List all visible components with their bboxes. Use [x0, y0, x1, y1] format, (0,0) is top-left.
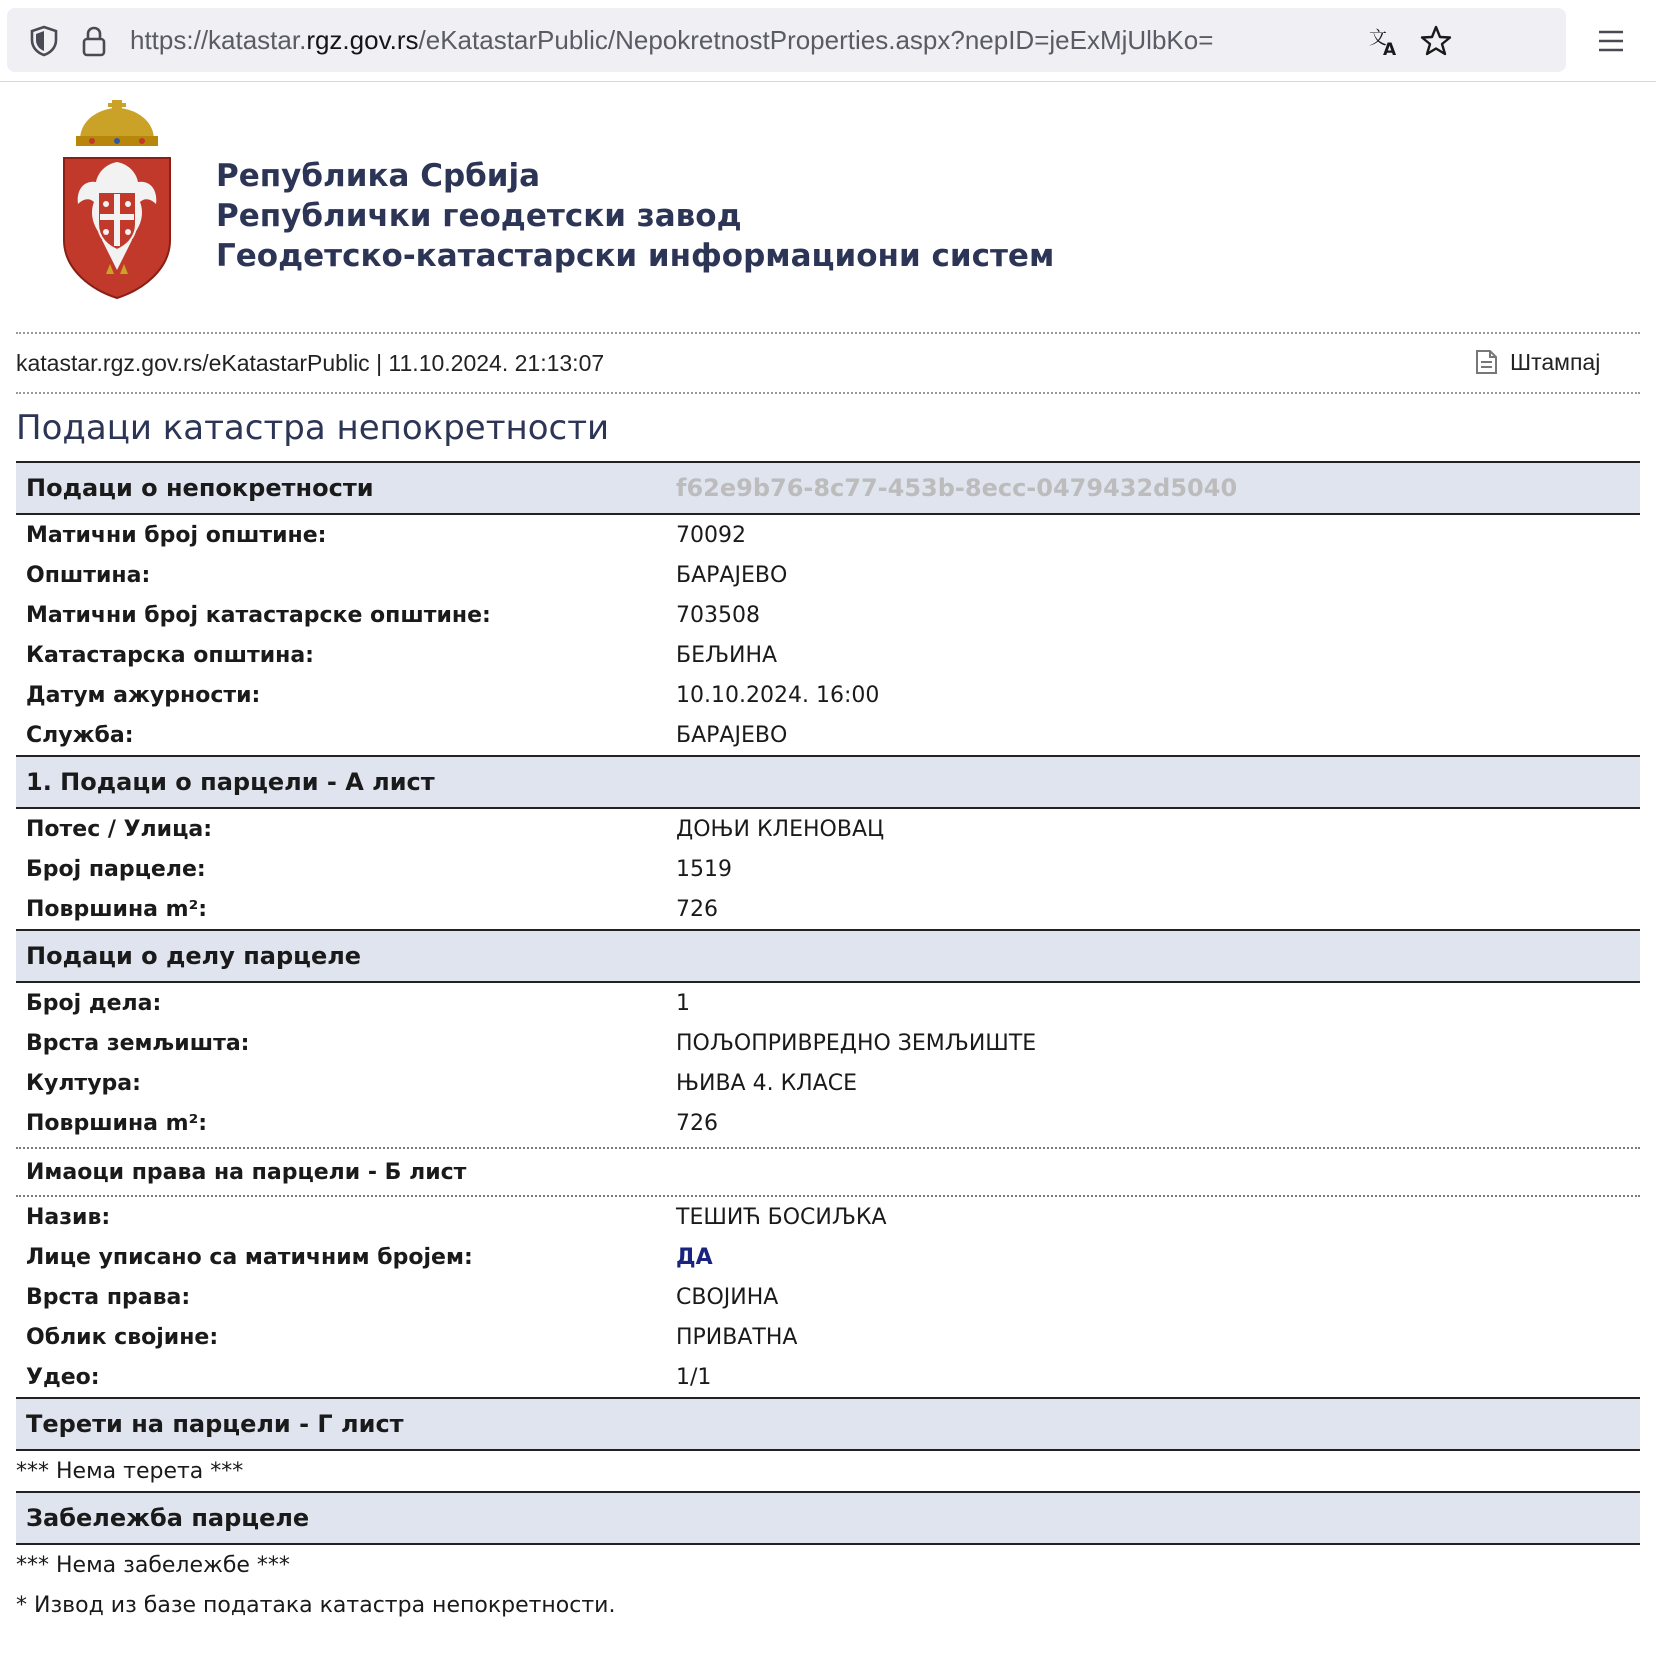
svg-text:A: A — [1383, 40, 1397, 58]
row-value: 1519 — [676, 856, 732, 882]
row-label: Назив: — [26, 1204, 111, 1230]
translate-icon[interactable] — [1367, 24, 1401, 58]
cadastre-table — [16, 461, 1640, 1625]
row-label: Површина m²: — [26, 896, 208, 922]
divider — [16, 392, 1640, 394]
address-bar[interactable] — [7, 8, 1566, 72]
table-row — [16, 809, 1640, 849]
row-label: Удео: — [26, 1364, 100, 1390]
svg-text:文: 文 — [1369, 28, 1387, 49]
section-header-parcel — [16, 755, 1640, 809]
row-value: СВОЈИНА — [676, 1284, 779, 1310]
table-row — [16, 889, 1640, 929]
table-row — [16, 1317, 1640, 1357]
table-row — [16, 1277, 1640, 1317]
table-row — [16, 555, 1640, 595]
table-row — [16, 675, 1640, 715]
row-label: Површина m²: — [26, 1110, 208, 1136]
row-value: 10.10.2024. 16:00 — [676, 682, 880, 708]
divider — [16, 332, 1640, 334]
row-value: ПОЉОПРИВРЕДНО ЗЕМЉИШТЕ — [676, 1030, 1037, 1056]
row-value: БАРАЈЕВО — [676, 722, 788, 748]
row-value: 726 — [676, 1110, 718, 1136]
registered-id-link[interactable]: ДА — [676, 1244, 713, 1270]
section-header-burdens — [16, 1397, 1640, 1451]
organization-title — [216, 156, 1054, 276]
table-row — [16, 1023, 1640, 1063]
row-value: БАРАЈЕВО — [676, 562, 788, 588]
page-title: Подаци катастра непокретности — [16, 408, 610, 448]
row-value: БЕЉИНА — [676, 642, 778, 668]
table-row — [16, 983, 1640, 1023]
row-value: 703508 — [676, 602, 760, 628]
row-label: Катастарска општина: — [26, 642, 314, 668]
row-label: Култура: — [26, 1070, 141, 1096]
section-header-annotation — [16, 1491, 1640, 1545]
table-row — [16, 1103, 1640, 1143]
table-row — [16, 595, 1640, 635]
org-line-system: Геодетско-катастарски информациони систем — [216, 238, 1055, 274]
site-timestamp: katastar.rgz.gov.rs/eKatastarPublic | 11.10.2024. 21:13:07 — [16, 350, 605, 376]
table-row — [16, 715, 1640, 755]
menu-icon[interactable] — [1592, 22, 1630, 60]
annotation-note: *** Нема забележбе *** — [16, 1552, 290, 1578]
row-value: ТЕШИЋ БОСИЉКА — [676, 1204, 887, 1230]
section-title: 1. Подаци о парцели - А лист — [26, 768, 435, 796]
row-label: Матични број катастарске општине: — [26, 602, 491, 628]
table-row — [16, 1357, 1640, 1397]
browser-toolbar — [0, 0, 1656, 82]
org-line-republic: Република Србија — [216, 158, 541, 194]
section-header-parcel-part — [16, 929, 1640, 983]
bookmark-star-icon[interactable] — [1419, 24, 1453, 58]
row-value: 70092 — [676, 522, 746, 548]
section-title: Забележба парцеле — [26, 1504, 310, 1532]
row-label: Датум ажурности: — [26, 682, 261, 708]
row-value: 1 — [676, 990, 690, 1016]
footnote: * Извод из базе података катастра непокретности. — [16, 1592, 616, 1618]
section-title: Подаци о делу парцеле — [26, 942, 362, 970]
row-label: Број парцеле: — [26, 856, 206, 882]
lock-icon[interactable] — [77, 24, 111, 58]
property-guid: f62e9b76-8c77-453b-8ecc-0479432d5040 — [676, 474, 1238, 502]
section-title: Подаци о непокретности — [26, 474, 374, 502]
burdens-note: *** Нема терета *** — [16, 1458, 244, 1484]
row-value: ДОЊИ КЛЕНОВАЦ — [676, 816, 885, 842]
row-label: Врста земљишта: — [26, 1030, 250, 1056]
section-title: Имаоци права на парцели - Б лист — [26, 1159, 467, 1185]
print-label[interactable]: Штампај — [1510, 348, 1601, 375]
row-value: 1/1 — [676, 1364, 712, 1390]
url-text[interactable]: https://katastar.rgz.gov.rs/eKatastarPublic/NepokretnostProperties.aspx?nepID=jeExMjUlbKo= — [130, 25, 1214, 55]
table-row — [16, 849, 1640, 889]
table-row — [16, 515, 1640, 555]
serbia-coat-of-arms-logo — [62, 100, 172, 300]
row-value: ПРИВАТНА — [676, 1324, 798, 1350]
shield-icon[interactable] — [27, 24, 61, 58]
row-label: Служба: — [26, 722, 134, 748]
table-row — [16, 635, 1640, 675]
row-value: ЊИВА 4. КЛАСЕ — [676, 1070, 858, 1096]
section-header-property — [16, 461, 1640, 515]
section-title: Терети на парцели - Г лист — [26, 1410, 404, 1438]
row-label: Број дела: — [26, 990, 162, 1016]
row-label: Облик својине: — [26, 1324, 219, 1350]
row-label: Лице уписано са матичним бројем: — [26, 1244, 473, 1270]
row-label: Матични број општине: — [26, 522, 327, 548]
row-value: 726 — [676, 896, 718, 922]
table-row — [16, 1197, 1640, 1237]
table-row — [16, 1237, 1640, 1277]
row-label: Врста права: — [26, 1284, 191, 1310]
org-line-institute: Републички геодетски завод — [216, 198, 742, 234]
print-button[interactable] — [1474, 348, 1600, 376]
section-header-owners — [16, 1147, 1640, 1197]
row-label: Општина: — [26, 562, 151, 588]
table-row — [16, 1063, 1640, 1103]
print-icon[interactable] — [1474, 348, 1500, 376]
row-label: Потес / Улица: — [26, 816, 213, 842]
